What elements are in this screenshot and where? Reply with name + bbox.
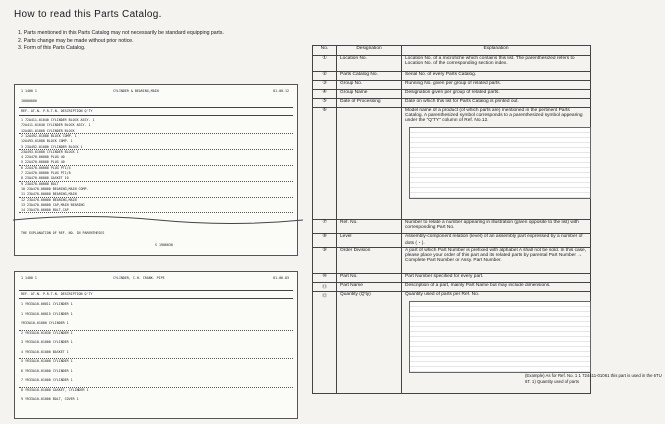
row-designation: Group No. (337, 81, 402, 90)
row-designation: Part Name (337, 283, 402, 292)
row-explanation (402, 72, 591, 81)
sheet-row: 4 YR33A10-01000 BASKET 1 (21, 349, 69, 354)
sheet-row: 4 22A470-00000 PLUG 40 (21, 155, 65, 160)
row-number: ③ (313, 81, 337, 90)
sheet1-date: 81-00-12 (273, 89, 289, 93)
sheet-row: 5 22A470-00000 PLUG 40 (21, 160, 65, 165)
sheet1-code: 1 1400 1 (21, 89, 37, 93)
row-number: ⑩ (313, 274, 337, 283)
table-row (313, 274, 591, 283)
table-row (313, 99, 591, 108)
explanation-text: Description of a part, mainly Part Name but may include dimensions. (405, 283, 551, 288)
row-number: ① (313, 56, 337, 72)
explanation-text: Model name of a product (of which parts are) mentioned in the pertinent Parts Catalog. A parenthesized symbol corresponds to a parenthesized symbol appearing under the "Q'TY" column of Ref. No.12. (405, 108, 583, 123)
table-row (313, 292, 591, 394)
row-designation: Level (337, 234, 402, 248)
sheet-row: 3 YR33A10-01000 CYLINDER 1 (21, 340, 73, 344)
sheet-row: YR33A10-01000 CYLINDER 1 (21, 321, 69, 325)
row-designation: Part No. (337, 274, 402, 283)
row-designation: Date of Processing (337, 99, 402, 108)
sample-catalog-sheet-2 (14, 271, 298, 419)
row-explanation (402, 220, 591, 234)
sheet-row: 12A493-01080 BLOCK COMP. 1 (21, 139, 73, 144)
explanation-text: Quantity used of parts per Ref. No. (405, 292, 480, 297)
page-title: How to read this Parts Catalog. (14, 9, 162, 20)
sheet-row: 10 23A470-00000 BEARING,MAIN COMP. (21, 186, 89, 191)
table-row (313, 56, 591, 72)
sheet-row: 2 12A492-01080 BLOCK COMP. 1 (21, 133, 77, 138)
row-number: ② (313, 72, 337, 81)
table-row (313, 90, 591, 99)
note-3: 3. Form of this Parts Catalog. (18, 45, 86, 52)
sheet-row: 7 YR33A10-01000 CYLINDER 1 (21, 378, 73, 382)
explanation-text: Number to relate a number appearing in illustration (given opposite to the list) with corresponding Part No. (405, 220, 579, 230)
sheet-row: 1 YR33A10-00011 CYLINDER 1 (21, 302, 73, 306)
row-explanation (402, 248, 591, 274)
sheet-row: 2 YR33A10-01030 CYLINDER 1 (21, 330, 73, 335)
row-explanation (402, 56, 591, 72)
notes-list (18, 30, 224, 53)
explanation-text: Date on which this list for Parts Catalog is printed out. (405, 99, 519, 104)
sample-catalog-sheet-1 (14, 84, 298, 256)
sheet-row: 14 23A470-00000 BOLT,CAP (21, 208, 69, 213)
row-number: ⑫ (313, 292, 337, 394)
sheet1-header: REF. AT-N- P.R.T-N- DESCRIPTION Q'TY (21, 109, 93, 113)
sheet-row: 6 22A470-00000 PLUG PT1/4 (21, 165, 71, 170)
sheet-row: 23A493-01080 CYLINDER BLOCK 1 (21, 149, 79, 154)
table-header-row (313, 46, 591, 56)
sheet1-footnote: THE EXPLANATION OF REF. NO. IN PARENTHESES (21, 231, 105, 235)
explanation-text: Part Number specified for every part. (405, 274, 484, 279)
tear-wave (13, 213, 303, 227)
sheet1-bottom-code: S 1900030 (155, 243, 173, 247)
row-explanation (402, 90, 591, 99)
explanation-text: Assembly-component relation (level) of an assembly part expressed by a number of dots (・). (405, 234, 583, 246)
row-designation: Order Division (337, 248, 402, 274)
explanation-text: Location No. of a microfiche which contains this list. The parenthesized refers to Location No. of the corresponding section index. (405, 56, 575, 66)
row-designation: Group Name (337, 90, 402, 99)
row-number: ⑤ (313, 99, 337, 108)
sheet-row: 8 23A470-00000 GASKET 10 (21, 176, 69, 181)
row-designation: Ref. No. (337, 220, 402, 234)
sheet-row: 7 22A470-00000 PLUG PT1/8 (21, 171, 71, 175)
row-number: ⑨ (313, 248, 337, 274)
table-row (313, 220, 591, 234)
row-explanation (402, 283, 591, 292)
example-sheet-illustration (405, 297, 662, 393)
row-designation: Quantity (Q'ty) (337, 292, 402, 394)
sheet1-group: CYLINDER & BEARING,MAIN (113, 89, 159, 93)
explanation-text: Serial No. of every Parts Catalog. (405, 72, 477, 77)
row-number: ④ (313, 90, 337, 99)
table-body (313, 56, 662, 394)
table-row (313, 283, 591, 292)
row-designation: Location No. (337, 56, 402, 72)
sheet-row: 1 YR33A10-00015 CYLINDER 1 (21, 311, 73, 316)
sheet2-group: CYLINDER, C.H. CRANK. PIPE (113, 276, 165, 280)
table-row (313, 81, 591, 90)
row-explanation (402, 108, 591, 220)
sheet-row: 9 YR33A10-01000 BOLT, COVER 1 (21, 397, 79, 401)
sheet-row: 12A461-01060 CYLINDER BLOCK (21, 128, 75, 133)
table-row (313, 248, 591, 274)
sheet-row: 11 23A470-00000 BEARING,MAIN (21, 192, 77, 197)
row-number: ⑦ (313, 220, 337, 234)
explanation-text: Running No. given per group of related parts. (405, 81, 501, 86)
col-designation: Designation (337, 46, 402, 56)
row-designation: Parts Catalog No. (337, 72, 402, 81)
table-row (313, 108, 591, 220)
table-row (313, 234, 591, 248)
sheet-row: 12 23A470-00000 BEARING,MAIN (21, 197, 77, 202)
row-number: ⑪ (313, 283, 337, 292)
explanation-text: Designation given per group of related parts. (405, 90, 500, 95)
sheet-row: 3 23A492-01080 CYLINDER BLOCK 1 (21, 144, 83, 149)
example-caption: (Example) As for Ref. No. 1 1 724411-01061 this part is used in the 6TU 6T. 1) Quantity used of parts (525, 373, 662, 384)
note-2: 2. Parts change may be made without prior notice. (18, 37, 134, 44)
sheet-row: 13 23A470-00000 CAP,MAIN BEARING (21, 202, 85, 207)
sheet-row: 72A411-01040 CYLINDER BLOCK ASSY. 1 (21, 123, 91, 128)
sheet-row: 5 YR33A10-01000 CYLINDER 1 (21, 359, 73, 363)
row-number: ⑥ (313, 108, 337, 220)
sheet2-date: 81-06-03 (273, 276, 289, 280)
sheet2-header: REF. AT-N- P.R.T-N- DESCRIPTION Q'TY (21, 292, 93, 296)
sheet-row: 1 72A411-01040 CYLINDER BLOCK ASSY. 1 (21, 118, 95, 122)
row-number: ⑧ (313, 234, 337, 248)
row-designation (337, 108, 402, 220)
col-no: No. (313, 46, 337, 56)
sheet-row: 8 YR33A10-01000 GASKET, CYLINDER 1 (21, 387, 89, 392)
row-explanation (402, 99, 591, 108)
sheet1-ref: 10000000 (21, 99, 37, 103)
example-sheet-illustration (405, 123, 587, 203)
row-explanation (402, 292, 662, 394)
col-explanation: Explanation (402, 46, 591, 56)
sheet2-code: 1 1400 1 (21, 276, 37, 280)
explanation-table (312, 45, 662, 394)
table-row (313, 72, 591, 81)
sheet-row: 9 23A470-00000 BOLT (21, 181, 59, 186)
note-1: 1. Parts mentioned in this Parts Catalog may not necessarily be standard equipping parts. (18, 30, 224, 36)
sheet-row: 6 YR33A10-01000 CYLINDER 1 (21, 368, 73, 373)
row-explanation (402, 81, 591, 90)
explanation-text: A part of which Part Number is prefixed with alphabet A shall not be sold. In this case, please place your order of this part and its related parts by parental Part Number → Complete Part Number or Assy. Part Number. (405, 248, 587, 263)
row-explanation (402, 274, 591, 283)
row-explanation (402, 234, 591, 248)
